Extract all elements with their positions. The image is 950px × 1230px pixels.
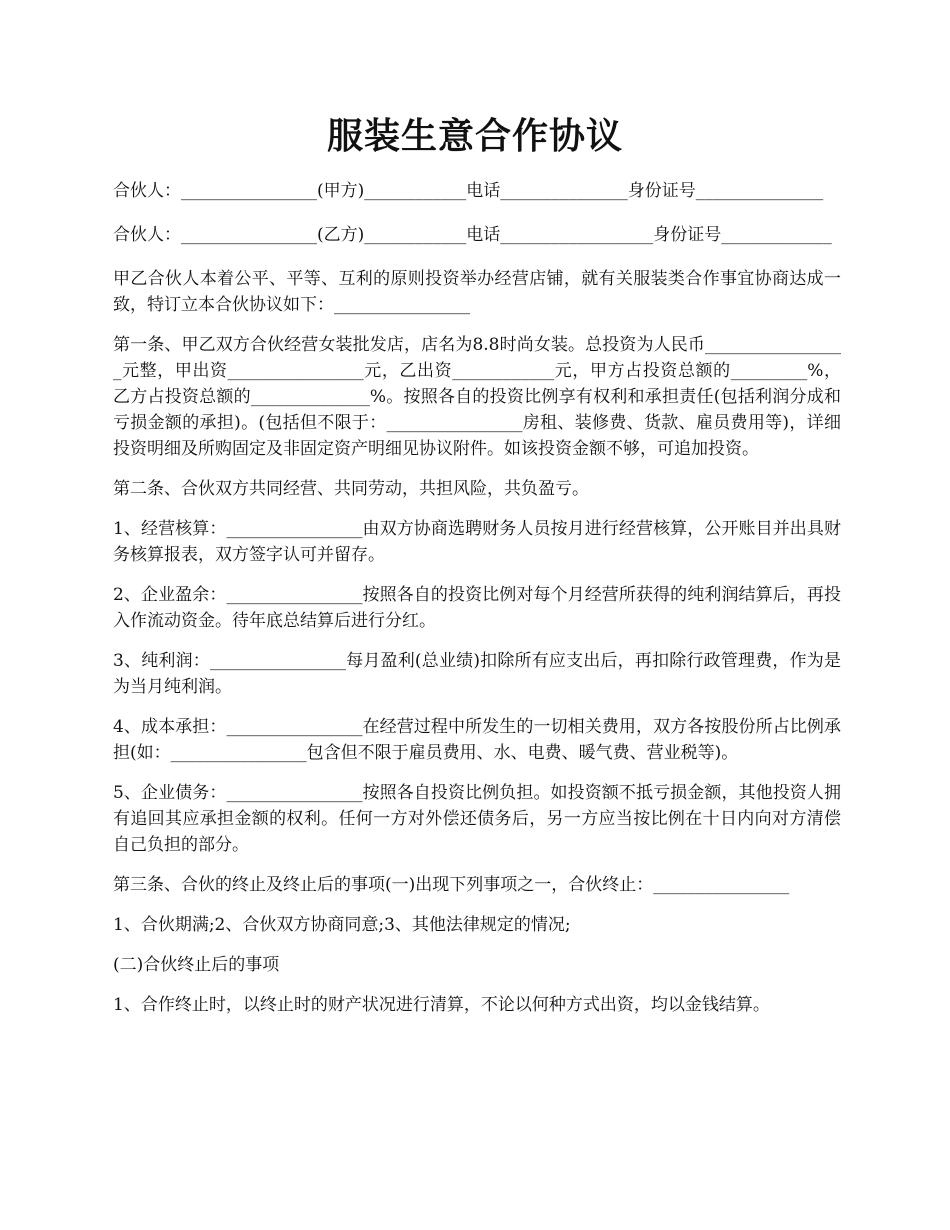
partner-b-line: 合伙人：________________(乙方)____________电话__________________身份证号_____________ [113,225,832,245]
clause-net-profit: 3、纯利润：________________每月盈利(总业绩)扣除所有应支出后，再扣除行政管理费，作为是为当月纯利润。 [113,651,841,697]
preamble-paragraph: 甲乙合伙人本着公平、平等、互利的原则投资举办经营店铺，就有关服装类合作事宜协商达成一致，特订立本合伙协议如下：________________ [113,269,841,315]
termination-conditions: 1、合伙期满;2、合伙双方协商同意;3、其他法律规定的情况; [113,915,571,935]
article-two-paragraph: 第二条、合伙双方共同经营、共同劳动，共担风险，共负盈亏。 [113,479,589,499]
post-termination-heading: (二)合伙终止后的事项 [113,955,280,975]
clause-cost-sharing: 4、成本承担：________________在经营过程中所发生的一切相关费用，双方各按股份所占比例承担(如：________________包含但不限于雇员费用、水、电费、暖气费、营业税等)。 [113,717,841,763]
settlement-clause: 1、合作终止时，以终止时的财产状况进行清算，不论以何种方式出资，均以金钱结算。 [113,995,770,1015]
clause-surplus: 2、企业盈余：________________按照各自的投资比例对每个月经营所获得的纯利润结算后，再投入作流动资金。待年底总结算后进行分红。 [113,585,841,631]
partner-a-line: 合伙人：________________(甲方)____________电话_______________身份证号_______________ [113,181,824,201]
document-title: 服装生意合作协议 [326,115,623,157]
article-three-paragraph: 第三条、合伙的终止及终止后的事项(一)出现下列事项之一，合伙终止：________________ [113,875,790,895]
article-one-paragraph: 第一条、甲乙双方合伙经营女装批发店，店名为8.8时尚女装。总投资为人民币_________________元整，甲出资________________元，乙出资____________元，甲方占投资总额的_________%，乙方占投资总额的______________%。按照各自的投资比例享有权利和承担责任(包括利润分成和亏损金额的承担)。(包括但不限于：________________房租、装修费、货款、雇员费用等)，详细投资明细及所购固定及非固定资产明细见协议附件。如该投资金额不够，可追加投资。 [113,335,841,459]
document-body [113,178,841,1018]
clause-accounting: 1、经营核算：________________由双方协商选聘财务人员按月进行经营核算，公开账目并出具财务核算报表，双方签字认可并留存。 [113,519,841,565]
clause-debts: 5、企业债务：________________按照各自投资比例负担。如投资额不抵亏损金额，其他投资人拥有追回其应承担金额的权利。任何一方对外偿还债务后，另一方应当按比例在十日内向对方清偿自己负担的部分。 [113,783,841,855]
